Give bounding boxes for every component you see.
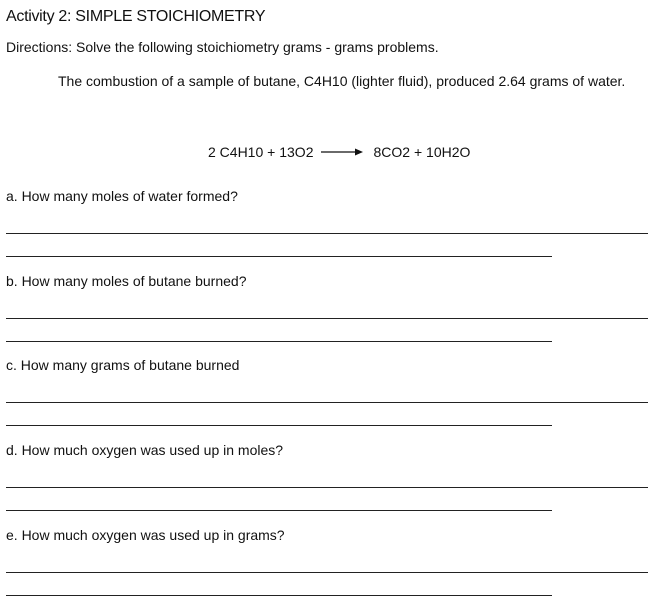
answer-line[interactable] — [6, 510, 552, 511]
answer-line[interactable] — [6, 256, 552, 257]
problem-statement: The combustion of a sample of butane, C4H10 (lighter fluid), produced 2.64 grams of water. — [58, 73, 626, 89]
answer-line[interactable] — [6, 425, 552, 426]
answer-line[interactable] — [6, 487, 648, 488]
directions-text: Directions: Solve the following stoichiometry grams - grams problems. — [6, 39, 439, 55]
product-carbon-dioxide: 8CO2 — [373, 144, 411, 160]
reactant-butane: 2 C4H10 — [208, 144, 264, 160]
question-b: b. How many moles of butane burned? — [6, 273, 247, 289]
answer-line[interactable] — [6, 233, 648, 234]
reaction-arrow-icon — [321, 144, 363, 160]
question-e: e. How much oxygen was used up in grams? — [6, 527, 285, 543]
answer-line[interactable] — [6, 595, 552, 596]
answer-line[interactable] — [6, 341, 552, 342]
reactant-oxygen: 13O2 — [279, 144, 314, 160]
plus-sign: + — [267, 144, 276, 160]
activity-title: Activity 2: SIMPLE STOICHIOMETRY — [6, 8, 266, 25]
question-d: d. How much oxygen was used up in moles? — [6, 442, 284, 458]
question-c: c. How many grams of butane burned — [6, 357, 240, 373]
plus-sign: + — [413, 144, 423, 160]
chemical-equation — [208, 144, 470, 160]
product-water: 10H2O — [426, 144, 471, 160]
answer-line[interactable] — [6, 318, 648, 319]
answer-line[interactable] — [6, 572, 648, 573]
answer-line[interactable] — [6, 402, 648, 403]
question-a: a. How many moles of water formed? — [6, 188, 238, 204]
